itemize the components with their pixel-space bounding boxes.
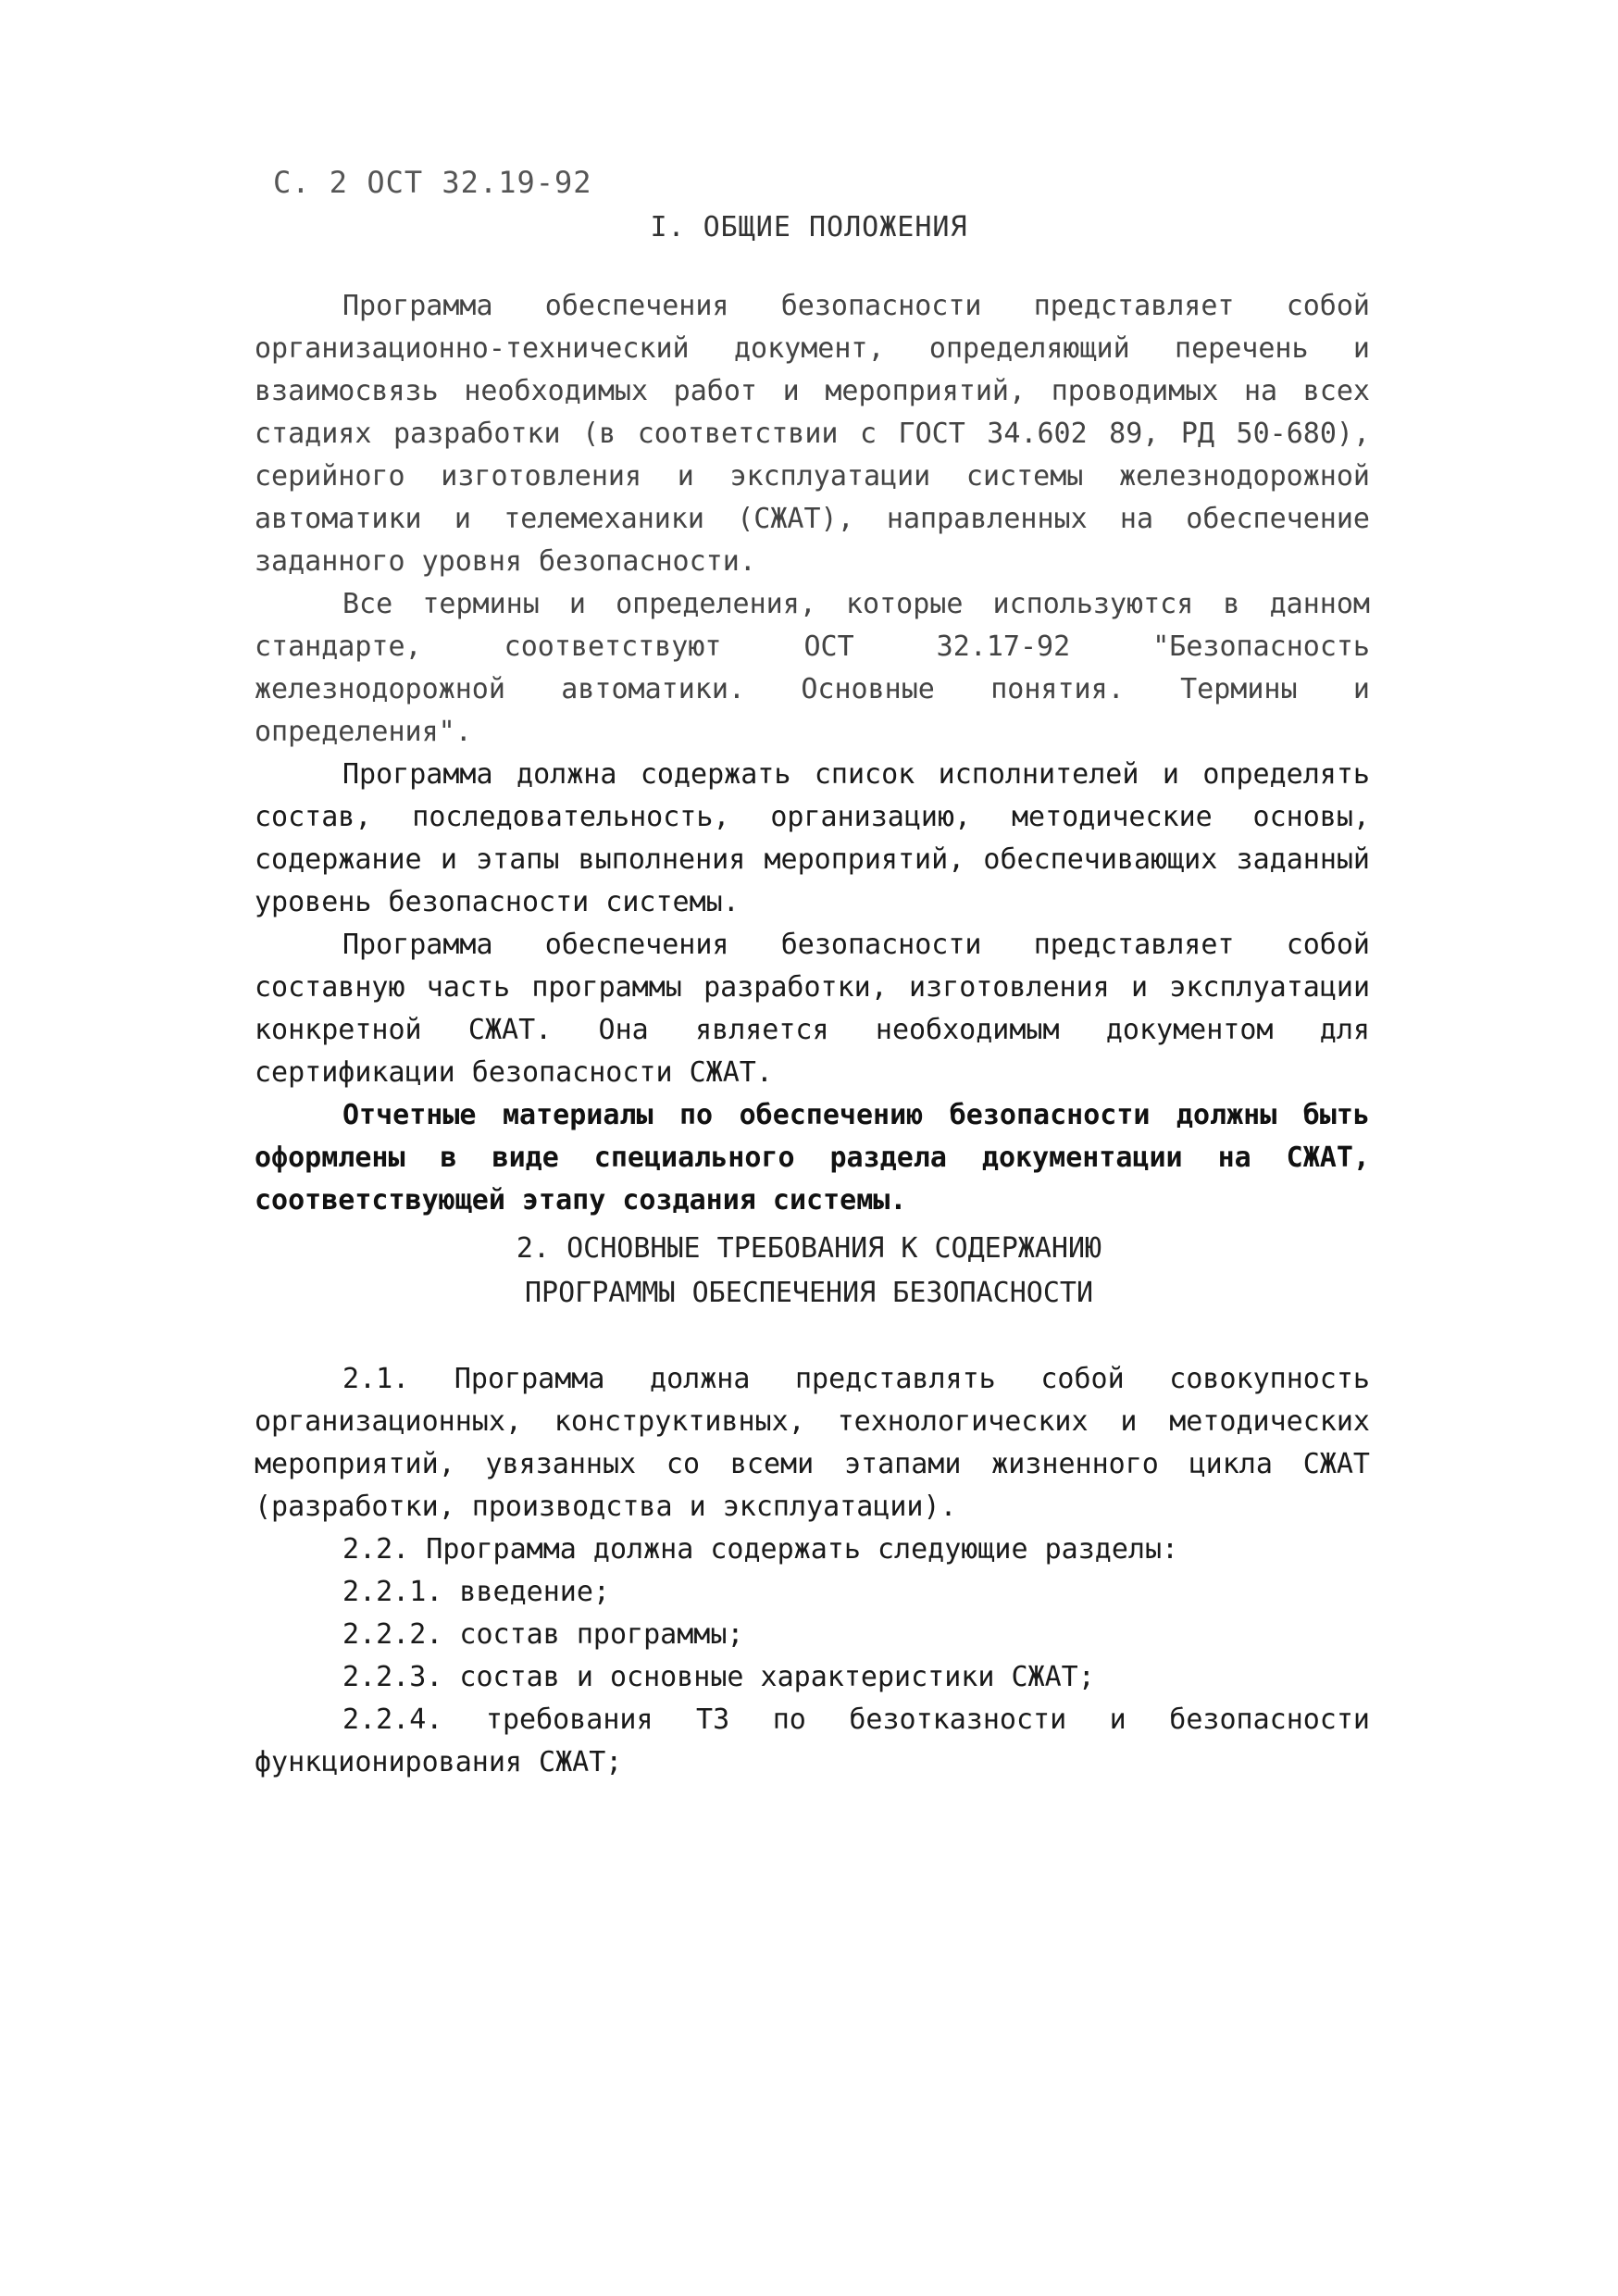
paragraph: Отчетные материалы по обеспечению безопасности должны быть оформлены в виде специального раздела документации на СЖАТ, соответствующей этапу создания системы.: [255, 1099, 1370, 1217]
paragraph: Программа обеспечения безопасности представляет собой составную часть программы разработки, изготовления и эксплуатации конкретной СЖАТ. Она является необходимым документом для сертификации безопасности СЖАТ.: [255, 929, 1370, 1089]
list-item: 2.2.3. состав и основные характеристики СЖАТ;: [342, 1661, 1095, 1693]
list-item: 2.2. Программа должна содержать следующие разделы:: [342, 1533, 1179, 1566]
section-1-title: I. ОБЩИЕ ПОЛОЖЕНИЯ: [650, 211, 968, 243]
paragraph: Все термины и определения, которые используются в данном стандарте, соответствуют ОСТ 32.17-92 "Безопасность железнодорожной автоматики. Основные понятия. Термины и определения".: [255, 588, 1370, 748]
list-item: 2.1. Программа должна представлять собой совокупность организационных, конструктивных, технологических и методических мероприятий, увязанных со всеми этапами жизненного цикла СЖАТ (разработки, производства и эксплуатации).: [255, 1363, 1370, 1523]
paragraph: Программа должна содержать список исполнителей и определять состав, последовательность, организацию, методические основы, содержание и этапы выполнения мероприятий, обеспечивающих заданный уровень безопасности системы.: [255, 758, 1370, 918]
page-header: С. 2 ОСТ 32.19-92: [273, 165, 592, 200]
section-1-body: [255, 285, 1370, 1222]
section-2-body: [255, 1358, 1370, 1784]
list-item: 2.2.1. введение;: [342, 1576, 610, 1608]
list-item: 2.2.2. состав программы;: [342, 1618, 744, 1651]
section-2-title-line-1: 2. ОСНОВНЫЕ ТРЕБОВАНИЯ К СОДЕРЖАНИЮ: [516, 1232, 1102, 1265]
section-2-title-line-2: ПРОГРАММЫ ОБЕСПЕЧЕНИЯ БЕЗОПАСНОСТИ: [524, 1277, 1094, 1309]
paragraph: Программа обеспечения безопасности представляет собой организационно-технический документ, определяющий перечень и взаимосвязь необходимых работ и мероприятий, проводимых на всех стадиях разработки (в соответствии с ГОСТ 34.602 89, РД 50-680), серийного изготовления и эксплуатации системы железнодорожной автоматики и телемеханики (СЖАТ), направленных на обеспечение заданного уровня безопасности.: [255, 290, 1370, 578]
list-item: 2.2.4. требования ТЗ по безотказности и безопасности функционирования СЖАТ;: [255, 1703, 1370, 1778]
